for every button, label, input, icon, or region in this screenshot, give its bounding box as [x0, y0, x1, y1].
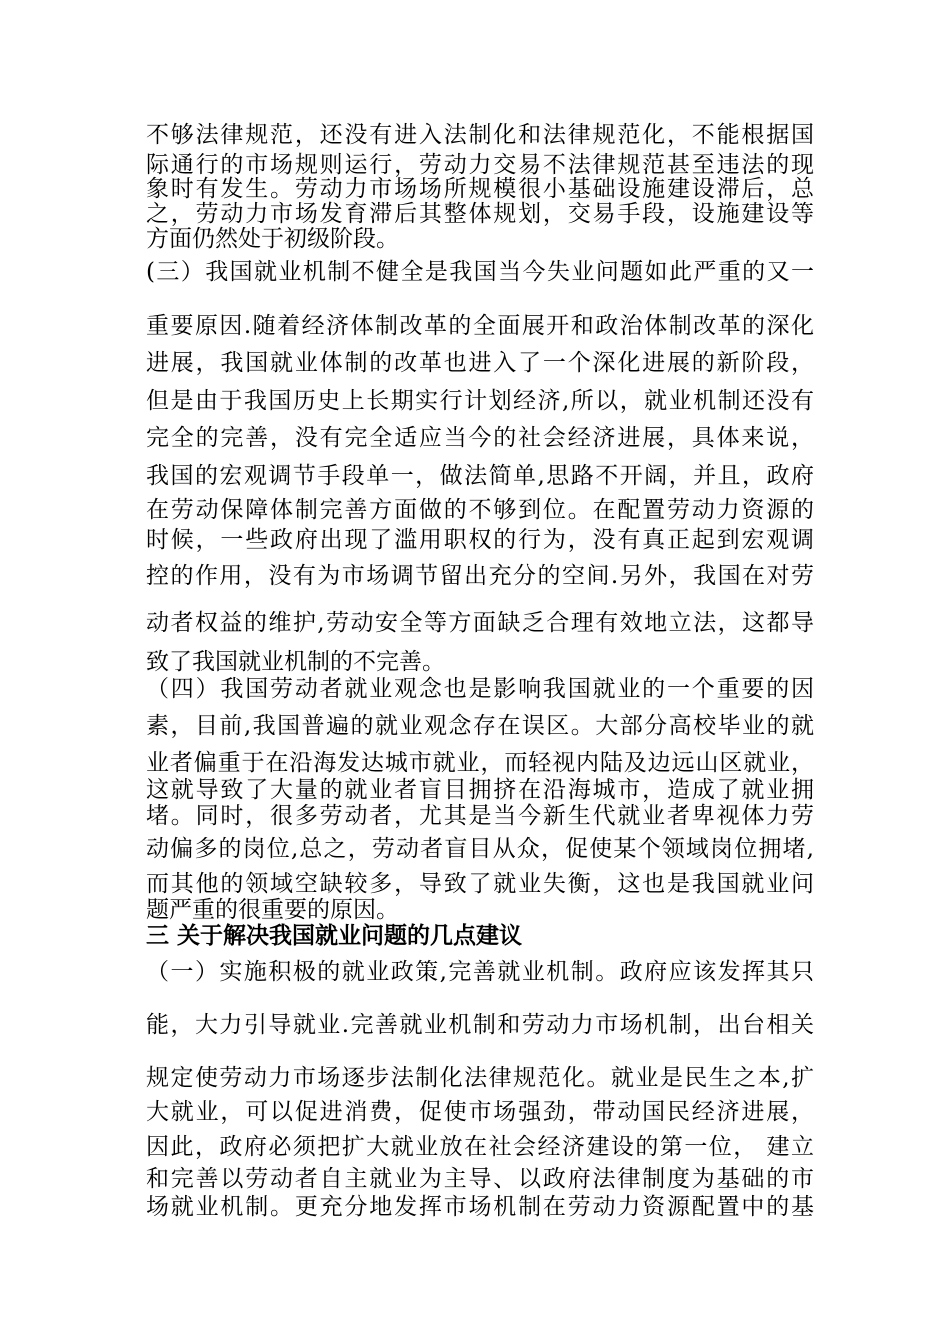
text-line: 因此，政府必须把扩大就业放在社会经济建设的第一位， 建立	[146, 1134, 814, 1160]
text-line: 在劳动保障体制完善方面做的不够到位。在配置劳动力资源的	[146, 497, 814, 523]
text-line: 业者偏重于在沿海发达城市就业，而轻视内陆及边远山区就业，	[146, 750, 814, 776]
text-line: 能，大力引导就业.完善就业机制和劳动力市场机制，出台相关	[146, 1012, 814, 1038]
text-line: 重要原因.随着经济体制改革的全面展开和政治体制改革的深化	[146, 313, 814, 339]
text-line: 进展，我国就业体制的改革也进入了一个深化进展的新阶段，	[146, 350, 814, 376]
text-line: (三）我国就业机制不健全是我国当今失业问题如此严重的又一	[146, 259, 814, 285]
text-line: 堵。同时，很多劳动者，尤其是当今新生代就业者卑视体力劳	[146, 803, 814, 829]
text-line: 际通行的市场规则运行，劳动力交易不法律规范甚至违法的现	[146, 152, 814, 178]
text-line: （一）实施积极的就业政策,完善就业机制。政府应该发挥其只	[146, 959, 814, 985]
text-line: 但是由于我国历史上长期实行计划经济,所以，就业机制还没有	[146, 388, 814, 414]
text-line: 素，目前,我国普遍的就业观念存在误区。大部分高校毕业的就	[146, 713, 814, 739]
text-line: 象时有发生。劳动力市场场所规模很小基础设施建设滞后，总	[146, 176, 814, 202]
text-line: 规定使劳动力市场逐步法制化法律规范化。就业是民生之本,扩	[146, 1065, 814, 1091]
text-line: 时候，一些政府出现了滥用职权的行为，没有真正起到宏观调	[146, 527, 814, 553]
text-line: 大就业，可以促进消费，促使市场强劲，带动国民经济进展，	[146, 1099, 814, 1125]
text-line: 致了我国就业机制的不完善。	[146, 649, 445, 675]
text-line: 之，劳动力市场发育滞后其整体规划，交易手段，设施建设等	[146, 201, 814, 227]
text-line: 方面仍然处于初级阶段。	[146, 226, 399, 252]
section-heading: 三 关于解决我国就业问题的几点建议	[146, 922, 523, 949]
text-line: 动偏多的岗位,总之，劳动者盲目从众，促使某个领域岗位拥堵,	[146, 836, 814, 862]
text-line: 不够法律规范，还没有进入法制化和法律规范化，不能根据国	[146, 122, 814, 148]
text-line: 和完善以劳动者自主就业为主导、以政府法律制度为基础的市	[146, 1166, 814, 1192]
text-line: 我国的宏观调节手段单一，做法简单,思路不开阔，并且，政府	[146, 463, 814, 489]
text-line: （四）我国劳动者就业观念也是影响我国就业的一个重要的因	[146, 676, 814, 702]
text-line: 完全的完善，没有完全适应当今的社会经济进展，具体来说，	[146, 425, 814, 451]
text-line: 题严重的很重要的原因。	[146, 897, 399, 923]
text-line: 场就业机制。更充分地发挥市场机制在劳动力资源配置中的基	[146, 1194, 814, 1220]
text-line: 控的作用，没有为市场调节留出充分的空间.另外，我国在对劳	[146, 563, 814, 589]
text-line: 这就导致了大量的就业者盲目拥挤在沿海城市，造成了就业拥	[146, 777, 814, 803]
text-line: 而其他的领域空缺较多，导致了就业失衡，这也是我国就业问	[146, 871, 814, 897]
text-line: 动者权益的维护,劳动安全等方面缺乏合理有效地立法，这都导	[146, 610, 814, 636]
